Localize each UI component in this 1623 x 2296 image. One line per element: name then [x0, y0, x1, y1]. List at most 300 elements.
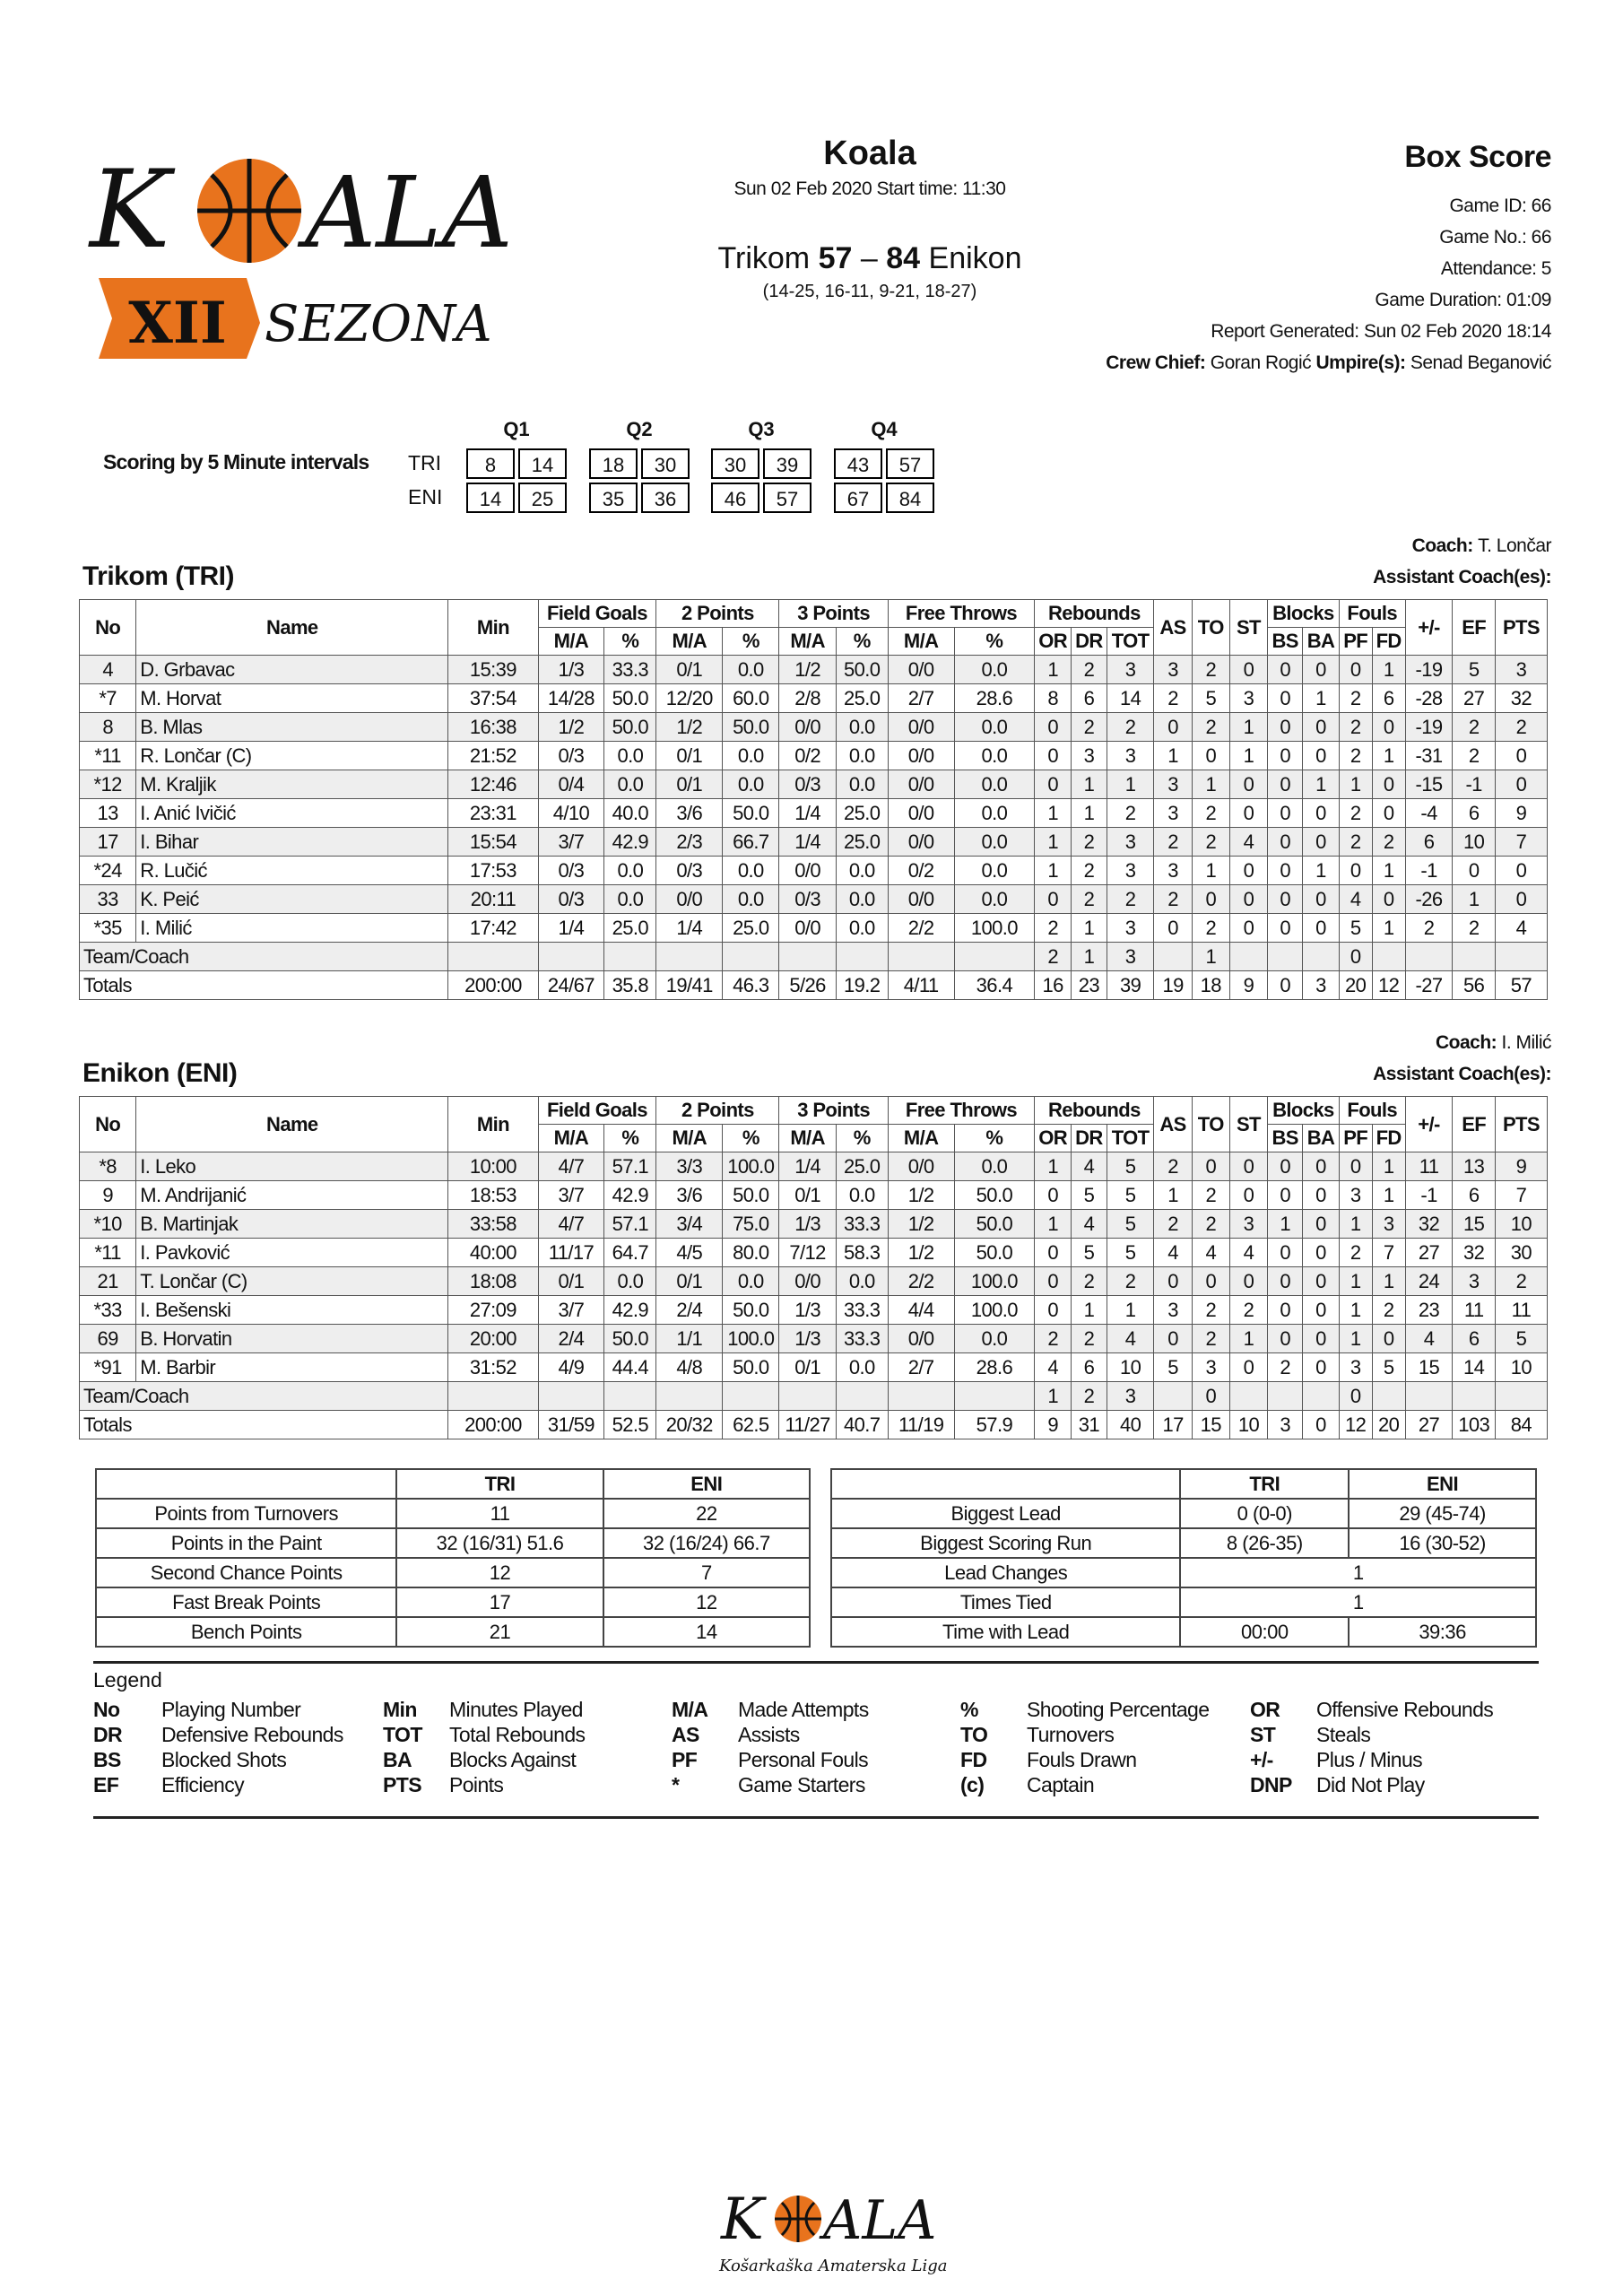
legend-description: Did Not Play [1316, 1773, 1425, 1796]
legend-description: Points [449, 1773, 504, 1796]
stat-cell: 1 [1372, 1181, 1405, 1210]
stat-cell: 4 [1405, 1325, 1453, 1353]
quarter-label: Q1 [503, 418, 530, 440]
stat-cell: 3 [1154, 656, 1192, 684]
stat-cell [779, 1382, 836, 1411]
assistant-coach-label: Assistant Coach(es): [1373, 567, 1551, 587]
summary-row [96, 1499, 810, 1528]
stat-cell: 1 [1035, 1382, 1072, 1411]
stat-cell: 0 [1372, 713, 1405, 742]
legend-description: Assists [738, 1723, 800, 1746]
stat-cell: 50.0 [954, 1210, 1035, 1239]
team-coach-row [80, 943, 1548, 971]
stat-cell: 12:46 [448, 770, 538, 799]
stat-cell [1154, 943, 1192, 971]
stat-cell: 0.0 [836, 742, 888, 770]
stat-cell [656, 943, 723, 971]
stat-cell: 0 [1303, 713, 1339, 742]
svg-text:K: K [721, 2187, 764, 2253]
stat-cell: 0 [1268, 799, 1303, 828]
stat-cell: 0/0 [779, 914, 836, 943]
column-header: TO [1192, 1097, 1229, 1152]
row-label: Totals [80, 1411, 448, 1439]
stat-cell: 50.0 [836, 656, 888, 684]
stat-cell: 3 [1107, 857, 1154, 885]
player-number: 9 [80, 1181, 136, 1210]
summary-label: Times Tied [831, 1587, 1180, 1617]
player-row [80, 828, 1548, 857]
stat-cell: 0 [1303, 799, 1339, 828]
player-number: *11 [80, 1239, 136, 1267]
legend-description: Turnovers [1027, 1723, 1115, 1746]
column-header: ST [1229, 600, 1267, 656]
stat-cell [1303, 943, 1339, 971]
player-number: 21 [80, 1267, 136, 1296]
stat-cell [779, 943, 836, 971]
stat-cell: 2 [1453, 742, 1495, 770]
game-datetime: Sun 02 Feb 2020 Start time: 11:30 [733, 178, 1006, 199]
stat-cell: 23:31 [448, 799, 538, 828]
stat-cell: 2 [1072, 828, 1107, 857]
stat-cell: 9 [1495, 799, 1547, 828]
stat-cell: 0 [1154, 713, 1192, 742]
stat-cell: 0 [1192, 885, 1229, 914]
player-row [80, 770, 1548, 799]
stat-cell: 64.7 [604, 1239, 656, 1267]
stat-cell: 0 [1154, 1325, 1192, 1353]
summary-label: Points from Turnovers [96, 1499, 396, 1528]
player-number: *91 [80, 1353, 136, 1382]
stat-cell: 1 [1339, 1325, 1372, 1353]
stat-cell: 0 [1495, 770, 1547, 799]
player-number: *10 [80, 1210, 136, 1239]
player-row [80, 1152, 1548, 1181]
player-name: T. Lončar (C) [136, 1267, 448, 1296]
stat-cell: 3 [1339, 1181, 1372, 1210]
stat-cell: 2 [1107, 885, 1154, 914]
stat-cell: 3 [1154, 799, 1192, 828]
intervals-label: Scoring by 5 Minute intervals [103, 450, 369, 474]
column-header: TOT [1107, 628, 1154, 656]
stat-cell: 0 [1268, 971, 1303, 1000]
stat-cell: 10 [1107, 1353, 1154, 1382]
column-header: % [954, 628, 1035, 656]
stat-cell: 0 [1268, 684, 1303, 713]
stat-cell: 0 [1229, 799, 1267, 828]
column-header: Free Throws [888, 1097, 1034, 1125]
stat-cell: 42.9 [604, 1296, 656, 1325]
stat-cell: 0 [1035, 713, 1072, 742]
game-duration: Game Duration: 01:09 [1375, 290, 1551, 310]
stat-cell: 57 [1495, 971, 1547, 1000]
stat-cell: 20:00 [448, 1325, 538, 1353]
stat-cell: 11/17 [538, 1239, 604, 1267]
column-header: PTS [1495, 600, 1547, 656]
stat-cell: 60.0 [723, 684, 779, 713]
stat-cell: 3/7 [538, 1181, 604, 1210]
column-header: % [836, 1125, 888, 1152]
stat-cell: 4/9 [538, 1353, 604, 1382]
summary-row [831, 1587, 1536, 1617]
legend-description: Playing Number [161, 1698, 301, 1721]
player-row [80, 684, 1548, 713]
column-header: BS [1268, 1125, 1303, 1152]
stat-cell: 4 [1339, 885, 1372, 914]
interval-score-cell: 57 [763, 483, 812, 513]
stat-cell: 1 [1035, 656, 1072, 684]
stat-cell: 3 [1107, 943, 1154, 971]
legend-code: (c) [960, 1773, 985, 1796]
stat-cell: 50.0 [604, 684, 656, 713]
stat-cell: 1 [1453, 885, 1495, 914]
doc-title: Box Score [1404, 140, 1551, 174]
stat-cell: 2 [1339, 799, 1372, 828]
stat-cell: 100.0 [954, 914, 1035, 943]
stat-cell: 30 [1495, 1239, 1547, 1267]
stat-cell: 0.0 [836, 914, 888, 943]
column-header: Min [448, 1097, 538, 1152]
stat-cell: 50.0 [604, 1325, 656, 1353]
stat-cell: 3 [1229, 684, 1267, 713]
stat-cell: 3 [1154, 1296, 1192, 1325]
summary-header: TRI [396, 1469, 603, 1499]
column-header: % [836, 628, 888, 656]
player-name: B. Horvatin [136, 1325, 448, 1353]
legend-description: Fouls Drawn [1027, 1748, 1137, 1771]
summary-row [96, 1617, 810, 1647]
stat-cell: 28.6 [954, 684, 1035, 713]
stat-cell: 2 [1339, 742, 1372, 770]
stat-cell: 1 [1372, 1152, 1405, 1181]
stat-cell: 0/2 [888, 857, 954, 885]
stat-cell: 20/32 [656, 1411, 723, 1439]
stat-cell: 20:11 [448, 885, 538, 914]
stat-cell [836, 1382, 888, 1411]
stat-cell: 2 [1192, 656, 1229, 684]
column-header: % [723, 1125, 779, 1152]
stat-cell: 5 [1339, 914, 1372, 943]
stat-cell: 27 [1453, 684, 1495, 713]
stat-cell: 0.0 [954, 656, 1035, 684]
column-header: Fouls [1339, 600, 1405, 628]
game-info [1106, 135, 1551, 378]
column-header: Free Throws [888, 600, 1034, 628]
stat-cell: 25.0 [604, 914, 656, 943]
legend-description: Blocks Against [449, 1748, 577, 1771]
player-number: 8 [80, 713, 136, 742]
stat-cell: 2 [1453, 914, 1495, 943]
stat-cell: 50.0 [723, 713, 779, 742]
column-header: EF [1453, 1097, 1495, 1152]
stat-cell: 0 [1372, 1325, 1405, 1353]
report-generated: Report Generated: Sun 02 Feb 2020 18:14 [1211, 321, 1551, 342]
stat-cell: 0/1 [656, 742, 723, 770]
stat-cell: 32 [1453, 1239, 1495, 1267]
stat-cell: 0 [1339, 857, 1372, 885]
stat-cell: 0 [1035, 742, 1072, 770]
player-number: *35 [80, 914, 136, 943]
player-name: R. Lončar (C) [136, 742, 448, 770]
stat-cell: 0.0 [723, 857, 779, 885]
stat-cell: 35.8 [604, 971, 656, 1000]
stat-cell: 0 [1154, 1267, 1192, 1296]
stat-cell: 1/4 [656, 914, 723, 943]
legend-code: AS [672, 1723, 699, 1746]
stat-cell: 80.0 [723, 1239, 779, 1267]
totals-row [80, 971, 1548, 1000]
stat-cell: 1 [1229, 713, 1267, 742]
interval-score-cell: 84 [886, 483, 934, 513]
column-header: % [604, 1125, 656, 1152]
player-row [80, 656, 1548, 684]
stat-cell: 0/0 [779, 857, 836, 885]
player-row [80, 713, 1548, 742]
koala-xii-sezona-logo [90, 144, 513, 368]
stat-cell: 1 [1154, 742, 1192, 770]
stat-cell [954, 943, 1035, 971]
legend-description: Personal Fouls [738, 1748, 869, 1771]
legend-code: FD [960, 1748, 987, 1771]
stat-cell: 2 [1192, 1325, 1229, 1353]
column-header: % [604, 628, 656, 656]
player-number: *8 [80, 1152, 136, 1181]
column-header: Field Goals [538, 1097, 656, 1125]
summary-value: 32 (16/24) 66.7 [603, 1528, 810, 1558]
player-name: B. Mlas [136, 713, 448, 742]
summary-value: 1 [1180, 1587, 1536, 1617]
stat-cell: 11/27 [779, 1411, 836, 1439]
stat-cell: 1 [1192, 857, 1229, 885]
stat-cell: 33:58 [448, 1210, 538, 1239]
interval-score-cell: 46 [711, 483, 759, 513]
stat-cell: 0 [1372, 770, 1405, 799]
stat-cell: 2 [1072, 713, 1107, 742]
stat-cell [1154, 1382, 1192, 1411]
stat-cell: 6 [1405, 828, 1453, 857]
stat-cell: 0 [1268, 828, 1303, 857]
stat-cell: 14 [1453, 1353, 1495, 1382]
column-header: DR [1072, 628, 1107, 656]
interval-score-cell: 18 [589, 448, 638, 479]
stat-cell: 1 [1372, 914, 1405, 943]
column-header: Rebounds [1035, 1097, 1154, 1125]
stat-cell [1303, 1382, 1339, 1411]
player-number: *24 [80, 857, 136, 885]
stat-cell: 0.0 [723, 656, 779, 684]
stat-cell: 7 [1495, 828, 1547, 857]
stat-cell: 0 [1268, 742, 1303, 770]
stat-cell: 50.0 [723, 1181, 779, 1210]
stat-cell: 5 [1072, 1181, 1107, 1210]
stat-cell: 0 [1229, 656, 1267, 684]
stat-cell: 100.0 [954, 1296, 1035, 1325]
stat-cell: 1 [1339, 1267, 1372, 1296]
stat-cell: 10 [1495, 1353, 1547, 1382]
stat-cell: 2 [1192, 799, 1229, 828]
stat-cell: 0 [1229, 885, 1267, 914]
player-name: I. Anić Ivičić [136, 799, 448, 828]
stat-cell: 1/4 [779, 799, 836, 828]
summary-label: Time with Lead [831, 1617, 1180, 1647]
footer-subtitle: Košarkaška Amaterska Liga [719, 2257, 948, 2275]
stat-cell: 1 [1339, 1296, 1372, 1325]
stat-cell: 1 [1229, 742, 1267, 770]
player-name: B. Martinjak [136, 1210, 448, 1239]
stat-cell: 0 [1303, 1239, 1339, 1267]
column-header: PF [1339, 628, 1372, 656]
stat-cell: -28 [1405, 684, 1453, 713]
summary-header: ENI [1349, 1469, 1536, 1499]
column-header: 2 Points [656, 600, 779, 628]
stat-cell: 25.0 [836, 799, 888, 828]
stat-cell: 57.1 [604, 1152, 656, 1181]
player-name: I. Pavković [136, 1239, 448, 1267]
column-header: No [80, 1097, 136, 1152]
stat-cell: 0 [1303, 1353, 1339, 1382]
stat-cell: 1/1 [656, 1325, 723, 1353]
stat-cell: 1/4 [779, 828, 836, 857]
stat-cell: 100.0 [723, 1152, 779, 1181]
interval-score-cell: 14 [518, 448, 567, 479]
stat-cell: 2/2 [888, 914, 954, 943]
stat-cell: 2 [1107, 713, 1154, 742]
stat-cell: 0.0 [723, 770, 779, 799]
league-name: Koala [823, 135, 916, 172]
stat-cell: 0/3 [538, 742, 604, 770]
stat-cell: 4 [1072, 1210, 1107, 1239]
stat-cell: -1 [1453, 770, 1495, 799]
stat-cell: 5 [1107, 1181, 1154, 1210]
attendance: Attendance: 5 [1440, 258, 1551, 279]
stat-cell: 0 [1303, 1181, 1339, 1210]
stat-cell: 3 [1154, 857, 1192, 885]
player-row [80, 1353, 1548, 1382]
game-id: Game ID: 66 [1449, 196, 1551, 216]
stat-cell: 18:53 [448, 1181, 538, 1210]
game-header [619, 135, 1121, 302]
stat-cell: 44.4 [604, 1353, 656, 1382]
stat-cell: 1 [1339, 1210, 1372, 1239]
player-row [80, 1325, 1548, 1353]
legend-description: Blocked Shots [161, 1748, 287, 1771]
stat-cell: 15 [1453, 1210, 1495, 1239]
stat-cell: 2 [1154, 1152, 1192, 1181]
stat-cell: 0 [1339, 1382, 1372, 1411]
stat-cell: 24 [1405, 1267, 1453, 1296]
stat-cell: 0/0 [779, 713, 836, 742]
player-number: *11 [80, 742, 136, 770]
stat-cell: 4 [1107, 1325, 1154, 1353]
stat-cell: 8 [1035, 684, 1072, 713]
stat-cell: 5 [1192, 684, 1229, 713]
stat-cell: 5 [1453, 656, 1495, 684]
stat-cell: 6 [1372, 684, 1405, 713]
summary-value: 7 [603, 1558, 810, 1587]
stat-cell: 0 [1495, 885, 1547, 914]
column-header: FD [1372, 628, 1405, 656]
interval-score-cell: 25 [518, 483, 567, 513]
stat-cell: 2 [1339, 1239, 1372, 1267]
summary-header: ENI [603, 1469, 810, 1499]
away-score: 84 [886, 241, 921, 275]
stat-cell: 0.0 [723, 885, 779, 914]
stat-cell [604, 1382, 656, 1411]
player-number: *33 [80, 1296, 136, 1325]
stat-cell: 3 [1072, 742, 1107, 770]
stat-cell [656, 1382, 723, 1411]
stat-cell: 25.0 [836, 828, 888, 857]
stat-cell: 2 [1072, 1267, 1107, 1296]
stat-cell: 2/4 [538, 1325, 604, 1353]
stat-cell: 3 [1192, 1353, 1229, 1382]
stat-cell: 27 [1405, 1239, 1453, 1267]
column-header: % [954, 1125, 1035, 1152]
stat-cell: 0 [1268, 1181, 1303, 1210]
stat-cell: 0 [1268, 1325, 1303, 1353]
stat-cell: 3/6 [656, 799, 723, 828]
stat-cell: 1 [1372, 857, 1405, 885]
stat-cell: 0 [1303, 828, 1339, 857]
stat-cell: 2/2 [888, 1267, 954, 1296]
summary-value: 0 (0-0) [1180, 1499, 1349, 1528]
stat-cell: 0/0 [888, 742, 954, 770]
stat-cell: 1/3 [779, 1325, 836, 1353]
interval-score-cell: 30 [641, 448, 690, 479]
summary-value: 16 (30-52) [1349, 1528, 1536, 1558]
stat-cell: 32 [1495, 684, 1547, 713]
stat-cell: 5/26 [779, 971, 836, 1000]
column-header: +/- [1405, 600, 1453, 656]
stat-cell: 0 [1303, 742, 1339, 770]
stat-cell: 4/7 [538, 1210, 604, 1239]
column-header: % [723, 628, 779, 656]
stat-cell: 10 [1453, 828, 1495, 857]
stat-cell: 25.0 [836, 1152, 888, 1181]
player-number: 69 [80, 1325, 136, 1353]
stat-cell: 0 [1192, 1152, 1229, 1181]
svg-text:ALA: ALA [823, 2189, 937, 2252]
stat-cell: 0.0 [604, 770, 656, 799]
column-header: OR [1035, 628, 1072, 656]
stat-cell: 17 [1154, 1411, 1192, 1439]
stat-cell: 0.0 [836, 885, 888, 914]
legend-code: Min [383, 1698, 417, 1721]
stat-cell: 32 [1405, 1210, 1453, 1239]
stat-cell: 0 [1268, 1296, 1303, 1325]
player-row [80, 914, 1548, 943]
coach-name: T. Lončar [1478, 535, 1551, 556]
away-team-name: Enikon [928, 241, 1022, 275]
stat-cell: 18 [1192, 971, 1229, 1000]
stat-cell: 10 [1229, 1411, 1267, 1439]
stat-cell [604, 943, 656, 971]
legend-description: Plus / Minus [1316, 1748, 1423, 1771]
stat-cell: 3 [1339, 1353, 1372, 1382]
stat-cell: 0/0 [888, 1152, 954, 1181]
stat-cell: 2/4 [656, 1296, 723, 1325]
stat-cell: 0 [1303, 885, 1339, 914]
stat-cell: 3 [1268, 1411, 1303, 1439]
stat-cell: 1 [1303, 770, 1339, 799]
stat-cell: 1 [1372, 656, 1405, 684]
interval-score-cell: 67 [834, 483, 882, 513]
column-header: M/A [538, 628, 604, 656]
stat-cell: 0/3 [538, 857, 604, 885]
stat-cell: 1/4 [779, 1152, 836, 1181]
stat-cell: 0 [1229, 1152, 1267, 1181]
stat-cell: 2 [1035, 914, 1072, 943]
stat-cell: 1 [1072, 799, 1107, 828]
